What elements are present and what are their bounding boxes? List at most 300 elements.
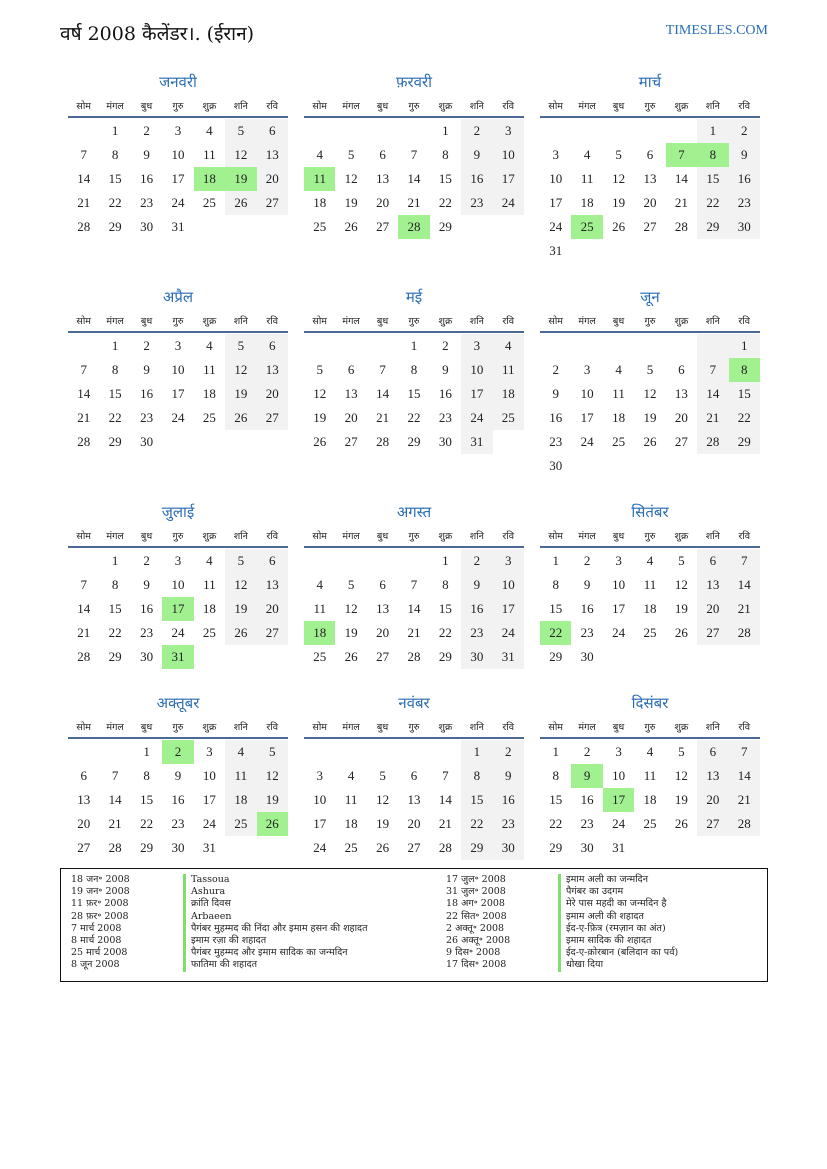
- day-cell[interactable]: 22: [549, 816, 563, 831]
- day-cell[interactable]: 4: [316, 147, 323, 162]
- day-cell[interactable]: 19: [344, 625, 358, 640]
- day-cell[interactable]: 24: [580, 434, 594, 449]
- day-cell[interactable]: 24: [171, 195, 185, 210]
- day-cell[interactable]: 10: [493, 143, 524, 167]
- holiday-day[interactable]: 8: [729, 358, 760, 382]
- day-cell[interactable]: 28: [376, 434, 390, 449]
- day-cell[interactable]: 23: [171, 816, 185, 831]
- day-cell[interactable]: 14: [697, 382, 728, 406]
- day-cell[interactable]: 3: [493, 119, 524, 143]
- day-cell[interactable]: 22: [438, 625, 452, 640]
- day-cell[interactable]: 28: [729, 812, 760, 836]
- day-cell[interactable]: 9: [552, 386, 559, 401]
- day-cell[interactable]: 26: [225, 406, 256, 430]
- day-cell[interactable]: 14: [438, 792, 452, 807]
- day-cell[interactable]: 5: [225, 549, 256, 573]
- day-cell[interactable]: 12: [376, 792, 390, 807]
- day-cell[interactable]: 30: [461, 645, 492, 669]
- day-cell[interactable]: 4: [206, 338, 213, 353]
- day-cell[interactable]: 7: [729, 740, 760, 764]
- day-cell[interactable]: 14: [674, 171, 688, 186]
- day-cell[interactable]: 18: [202, 601, 216, 616]
- day-cell[interactable]: 26: [643, 434, 657, 449]
- day-cell[interactable]: 19: [612, 195, 626, 210]
- day-cell[interactable]: 25: [202, 410, 216, 425]
- day-cell[interactable]: 21: [77, 195, 91, 210]
- day-cell[interactable]: 26: [376, 840, 390, 855]
- day-cell[interactable]: 28: [697, 430, 728, 454]
- day-cell[interactable]: 1: [442, 553, 449, 568]
- day-cell[interactable]: 11: [643, 768, 657, 783]
- day-cell[interactable]: 20: [643, 195, 657, 210]
- day-cell[interactable]: 31: [493, 645, 524, 669]
- day-cell[interactable]: 2: [143, 338, 150, 353]
- day-cell[interactable]: 15: [438, 171, 452, 186]
- day-cell[interactable]: 4: [493, 334, 524, 358]
- day-cell[interactable]: 15: [108, 171, 122, 186]
- day-cell[interactable]: 2: [552, 362, 559, 377]
- day-cell[interactable]: 6: [80, 768, 87, 783]
- day-cell[interactable]: 27: [257, 621, 288, 645]
- day-cell[interactable]: 26: [674, 625, 688, 640]
- day-cell[interactable]: 7: [379, 362, 386, 377]
- day-cell[interactable]: 18: [202, 386, 216, 401]
- day-cell[interactable]: 14: [407, 601, 421, 616]
- day-cell[interactable]: 18: [225, 788, 256, 812]
- day-cell[interactable]: 10: [313, 792, 327, 807]
- day-cell[interactable]: 22: [108, 195, 122, 210]
- day-cell[interactable]: 22: [407, 410, 421, 425]
- day-cell[interactable]: 13: [376, 171, 390, 186]
- day-cell[interactable]: 25: [612, 434, 626, 449]
- day-cell[interactable]: 9: [174, 768, 182, 783]
- holiday-day[interactable]: 31: [162, 645, 193, 669]
- day-cell[interactable]: 19: [344, 195, 358, 210]
- day-cell[interactable]: 10: [461, 358, 492, 382]
- day-cell[interactable]: 4: [646, 553, 654, 568]
- day-cell[interactable]: 13: [407, 792, 421, 807]
- day-cell[interactable]: 8: [442, 147, 449, 162]
- day-cell[interactable]: 26: [313, 434, 327, 449]
- day-cell[interactable]: 6: [257, 119, 288, 143]
- day-cell[interactable]: 1: [552, 744, 559, 759]
- day-cell[interactable]: 10: [580, 386, 594, 401]
- day-cell[interactable]: 29: [438, 219, 452, 234]
- day-cell[interactable]: 3: [552, 147, 559, 162]
- day-cell[interactable]: 10: [202, 768, 216, 783]
- day-cell[interactable]: 22: [461, 812, 492, 836]
- day-cell[interactable]: 23: [580, 816, 594, 831]
- day-cell[interactable]: 25: [344, 840, 358, 855]
- day-cell[interactable]: 23: [461, 191, 492, 215]
- day-cell[interactable]: 18: [344, 816, 358, 831]
- day-cell[interactable]: 24: [202, 816, 216, 831]
- day-cell[interactable]: 13: [674, 386, 688, 401]
- day-cell[interactable]: 19: [674, 601, 688, 616]
- day-cell[interactable]: 20: [344, 410, 358, 425]
- day-cell[interactable]: 19: [643, 410, 657, 425]
- day-cell[interactable]: 14: [729, 573, 760, 597]
- day-cell[interactable]: 13: [257, 573, 288, 597]
- day-cell[interactable]: 2: [461, 119, 492, 143]
- day-cell[interactable]: 15: [461, 788, 492, 812]
- day-cell[interactable]: 1: [111, 338, 119, 353]
- day-cell[interactable]: 20: [257, 167, 288, 191]
- day-cell[interactable]: 15: [697, 167, 728, 191]
- day-cell[interactable]: 5: [646, 362, 654, 377]
- day-cell[interactable]: 30: [140, 434, 154, 449]
- day-cell[interactable]: 17: [549, 195, 563, 210]
- day-cell[interactable]: 22: [697, 191, 728, 215]
- day-cell[interactable]: 7: [729, 549, 760, 573]
- day-cell[interactable]: 21: [407, 195, 421, 210]
- day-cell[interactable]: 16: [461, 167, 492, 191]
- day-cell[interactable]: 12: [225, 143, 256, 167]
- day-cell[interactable]: 29: [549, 840, 563, 855]
- day-cell[interactable]: 1: [461, 740, 492, 764]
- day-cell[interactable]: 23: [438, 410, 452, 425]
- day-cell[interactable]: 16: [580, 601, 594, 616]
- day-cell[interactable]: 19: [674, 792, 688, 807]
- day-cell[interactable]: 12: [612, 171, 626, 186]
- day-cell[interactable]: 28: [674, 219, 688, 234]
- day-cell[interactable]: 24: [493, 621, 524, 645]
- day-cell[interactable]: 17: [612, 601, 626, 616]
- day-cell[interactable]: 12: [225, 573, 256, 597]
- day-cell[interactable]: 29: [108, 434, 122, 449]
- day-cell[interactable]: 18: [493, 382, 524, 406]
- day-cell[interactable]: 11: [344, 792, 358, 807]
- day-cell[interactable]: 24: [493, 191, 524, 215]
- day-cell[interactable]: 1: [111, 123, 119, 138]
- day-cell[interactable]: 16: [493, 788, 524, 812]
- holiday-day[interactable]: 8: [697, 143, 728, 167]
- holiday-day[interactable]: 25: [571, 215, 602, 239]
- day-cell[interactable]: 3: [583, 362, 591, 377]
- day-cell[interactable]: 14: [729, 764, 760, 788]
- day-cell[interactable]: 20: [376, 195, 390, 210]
- day-cell[interactable]: 16: [140, 601, 154, 616]
- day-cell[interactable]: 9: [461, 573, 492, 597]
- day-cell[interactable]: 20: [257, 382, 288, 406]
- day-cell[interactable]: 28: [108, 840, 122, 855]
- day-cell[interactable]: 16: [438, 386, 452, 401]
- day-cell[interactable]: 4: [206, 553, 213, 568]
- day-cell[interactable]: 29: [461, 836, 492, 860]
- day-cell[interactable]: 3: [316, 768, 323, 783]
- day-cell[interactable]: 5: [678, 744, 685, 759]
- day-cell[interactable]: 9: [583, 577, 591, 592]
- day-cell[interactable]: 8: [552, 577, 559, 592]
- day-cell[interactable]: 29: [729, 430, 760, 454]
- day-cell[interactable]: 28: [77, 219, 91, 234]
- day-cell[interactable]: 4: [347, 768, 355, 783]
- day-cell[interactable]: 27: [674, 434, 688, 449]
- day-cell[interactable]: 22: [438, 195, 452, 210]
- day-cell[interactable]: 11: [612, 386, 625, 401]
- day-cell[interactable]: 20: [697, 788, 728, 812]
- holiday-day[interactable]: 9: [571, 764, 602, 788]
- day-cell[interactable]: 3: [615, 553, 622, 568]
- day-cell[interactable]: 5: [316, 362, 323, 377]
- day-cell[interactable]: 7: [442, 768, 449, 783]
- day-cell[interactable]: 25: [202, 195, 216, 210]
- day-cell[interactable]: 29: [438, 649, 452, 664]
- day-cell[interactable]: 25: [493, 406, 524, 430]
- day-cell[interactable]: 16: [549, 410, 563, 425]
- day-cell[interactable]: 4: [316, 577, 323, 592]
- day-cell[interactable]: 13: [257, 358, 288, 382]
- day-cell[interactable]: 17: [171, 171, 185, 186]
- day-cell[interactable]: 20: [674, 410, 688, 425]
- day-cell[interactable]: 12: [225, 358, 256, 382]
- day-cell[interactable]: 9: [442, 362, 449, 377]
- day-cell[interactable]: 25: [313, 219, 327, 234]
- day-cell[interactable]: 4: [583, 147, 591, 162]
- day-cell[interactable]: 12: [674, 577, 688, 592]
- day-cell[interactable]: 12: [643, 386, 657, 401]
- day-cell[interactable]: 24: [171, 410, 185, 425]
- day-cell[interactable]: 26: [674, 816, 688, 831]
- day-cell[interactable]: 14: [77, 386, 91, 401]
- day-cell[interactable]: 1: [410, 338, 418, 353]
- day-cell[interactable]: 16: [171, 792, 185, 807]
- day-cell[interactable]: 30: [729, 215, 760, 239]
- day-cell[interactable]: 12: [313, 386, 327, 401]
- day-cell[interactable]: 30: [438, 434, 452, 449]
- day-cell[interactable]: 29: [140, 840, 154, 855]
- day-cell[interactable]: 25: [313, 649, 327, 664]
- day-cell[interactable]: 10: [549, 171, 563, 186]
- day-cell[interactable]: 7: [697, 358, 728, 382]
- day-cell[interactable]: 8: [410, 362, 418, 377]
- day-cell[interactable]: 13: [257, 143, 288, 167]
- day-cell[interactable]: 29: [549, 649, 563, 664]
- day-cell[interactable]: 5: [379, 768, 386, 783]
- day-cell[interactable]: 1: [697, 119, 728, 143]
- day-cell[interactable]: 19: [313, 410, 327, 425]
- day-cell[interactable]: 26: [344, 649, 358, 664]
- day-cell[interactable]: 1: [442, 123, 449, 138]
- day-cell[interactable]: 18: [643, 792, 657, 807]
- day-cell[interactable]: 2: [143, 123, 150, 138]
- day-cell[interactable]: 24: [461, 406, 492, 430]
- day-cell[interactable]: 31: [171, 219, 185, 234]
- day-cell[interactable]: 17: [461, 382, 492, 406]
- day-cell[interactable]: 13: [77, 792, 91, 807]
- day-cell[interactable]: 24: [612, 625, 626, 640]
- day-cell[interactable]: 5: [257, 740, 288, 764]
- day-cell[interactable]: 2: [729, 119, 760, 143]
- day-cell[interactable]: 7: [410, 577, 418, 592]
- day-cell[interactable]: 19: [225, 597, 256, 621]
- day-cell[interactable]: 1: [729, 334, 760, 358]
- day-cell[interactable]: 13: [697, 573, 728, 597]
- day-cell[interactable]: 23: [140, 410, 154, 425]
- day-cell[interactable]: 23: [729, 191, 760, 215]
- day-cell[interactable]: 16: [461, 597, 492, 621]
- day-cell[interactable]: 2: [143, 553, 150, 568]
- holiday-day[interactable]: 17: [603, 788, 634, 812]
- day-cell[interactable]: 7: [80, 147, 87, 162]
- day-cell[interactable]: 3: [615, 744, 622, 759]
- day-cell[interactable]: 11: [493, 358, 524, 382]
- day-cell[interactable]: 2: [461, 549, 492, 573]
- day-cell[interactable]: 20: [376, 625, 390, 640]
- day-cell[interactable]: 13: [697, 764, 728, 788]
- day-cell[interactable]: 2: [583, 744, 591, 759]
- day-cell[interactable]: 15: [549, 601, 563, 616]
- day-cell[interactable]: 12: [674, 768, 688, 783]
- holiday-day[interactable]: 7: [666, 143, 697, 167]
- day-cell[interactable]: 7: [111, 768, 119, 783]
- day-cell[interactable]: 9: [143, 362, 150, 377]
- day-cell[interactable]: 17: [580, 410, 594, 425]
- day-cell[interactable]: 13: [344, 386, 358, 401]
- day-cell[interactable]: 3: [206, 744, 213, 759]
- day-cell[interactable]: 25: [225, 812, 256, 836]
- day-cell[interactable]: 22: [140, 816, 154, 831]
- day-cell[interactable]: 10: [612, 768, 626, 783]
- day-cell[interactable]: 19: [225, 382, 256, 406]
- holiday-day[interactable]: 28: [398, 215, 429, 239]
- day-cell[interactable]: 23: [140, 625, 154, 640]
- day-cell[interactable]: 4: [646, 744, 654, 759]
- day-cell[interactable]: 27: [77, 840, 91, 855]
- day-cell[interactable]: 31: [202, 840, 216, 855]
- day-cell[interactable]: 25: [643, 625, 657, 640]
- day-cell[interactable]: 29: [407, 434, 421, 449]
- day-cell[interactable]: 3: [461, 334, 492, 358]
- day-cell[interactable]: 26: [225, 191, 256, 215]
- day-cell[interactable]: 13: [376, 601, 390, 616]
- day-cell[interactable]: 21: [77, 410, 91, 425]
- day-cell[interactable]: 11: [203, 577, 216, 592]
- day-cell[interactable]: 12: [257, 764, 288, 788]
- day-cell[interactable]: 5: [225, 119, 256, 143]
- holiday-day[interactable]: 2: [162, 740, 193, 764]
- day-cell[interactable]: 11: [313, 601, 326, 616]
- day-cell[interactable]: 3: [174, 338, 182, 353]
- day-cell[interactable]: 27: [643, 219, 657, 234]
- day-cell[interactable]: 24: [171, 625, 185, 640]
- day-cell[interactable]: 29: [697, 215, 728, 239]
- day-cell[interactable]: 30: [549, 458, 563, 473]
- day-cell[interactable]: 20: [257, 597, 288, 621]
- day-cell[interactable]: 21: [407, 625, 421, 640]
- day-cell[interactable]: 16: [729, 167, 760, 191]
- day-cell[interactable]: 21: [729, 597, 760, 621]
- day-cell[interactable]: 9: [493, 764, 524, 788]
- day-cell[interactable]: 28: [729, 621, 760, 645]
- holiday-day[interactable]: 19: [225, 167, 256, 191]
- day-cell[interactable]: 1: [143, 744, 150, 759]
- day-cell[interactable]: 21: [697, 406, 728, 430]
- day-cell[interactable]: 3: [493, 549, 524, 573]
- day-cell[interactable]: 7: [80, 577, 87, 592]
- day-cell[interactable]: 26: [225, 621, 256, 645]
- day-cell[interactable]: 15: [108, 386, 122, 401]
- day-cell[interactable]: 20: [77, 816, 91, 831]
- day-cell[interactable]: 6: [257, 334, 288, 358]
- day-cell[interactable]: 17: [493, 167, 524, 191]
- day-cell[interactable]: 8: [111, 577, 119, 592]
- day-cell[interactable]: 4: [206, 123, 213, 138]
- day-cell[interactable]: 18: [580, 195, 594, 210]
- day-cell[interactable]: 6: [410, 768, 418, 783]
- day-cell[interactable]: 21: [729, 788, 760, 812]
- day-cell[interactable]: 27: [257, 406, 288, 430]
- day-cell[interactable]: 15: [407, 386, 421, 401]
- day-cell[interactable]: 8: [461, 764, 492, 788]
- day-cell[interactable]: 22: [729, 406, 760, 430]
- day-cell[interactable]: 18: [612, 410, 626, 425]
- day-cell[interactable]: 27: [376, 649, 390, 664]
- day-cell[interactable]: 11: [225, 764, 256, 788]
- day-cell[interactable]: 17: [171, 386, 185, 401]
- day-cell[interactable]: 10: [612, 577, 626, 592]
- day-cell[interactable]: 19: [376, 816, 390, 831]
- day-cell[interactable]: 22: [108, 410, 122, 425]
- day-cell[interactable]: 5: [347, 577, 355, 592]
- day-cell[interactable]: 27: [407, 840, 421, 855]
- day-cell[interactable]: 6: [347, 362, 355, 377]
- day-cell[interactable]: 17: [202, 792, 216, 807]
- day-cell[interactable]: 31: [461, 430, 492, 454]
- day-cell[interactable]: 31: [612, 840, 626, 855]
- day-cell[interactable]: 27: [376, 219, 390, 234]
- day-cell[interactable]: 9: [143, 577, 150, 592]
- day-cell[interactable]: 11: [203, 362, 216, 377]
- day-cell[interactable]: 30: [140, 649, 154, 664]
- day-cell[interactable]: 5: [347, 147, 355, 162]
- day-cell[interactable]: 8: [111, 362, 119, 377]
- day-cell[interactable]: 11: [643, 577, 657, 592]
- day-cell[interactable]: 30: [493, 836, 524, 860]
- day-cell[interactable]: 4: [615, 362, 622, 377]
- day-cell[interactable]: 16: [140, 386, 154, 401]
- day-cell[interactable]: 19: [257, 788, 288, 812]
- day-cell[interactable]: 10: [171, 577, 185, 592]
- day-cell[interactable]: 4: [225, 740, 256, 764]
- day-cell[interactable]: 21: [108, 816, 122, 831]
- day-cell[interactable]: 6: [379, 147, 386, 162]
- day-cell[interactable]: 6: [379, 577, 386, 592]
- day-cell[interactable]: 23: [140, 195, 154, 210]
- day-cell[interactable]: 6: [678, 362, 685, 377]
- day-cell[interactable]: 20: [697, 597, 728, 621]
- day-cell[interactable]: 27: [257, 191, 288, 215]
- day-cell[interactable]: 8: [111, 147, 119, 162]
- day-cell[interactable]: 3: [174, 553, 182, 568]
- holiday-day[interactable]: 18: [194, 167, 225, 191]
- day-cell[interactable]: 14: [407, 171, 421, 186]
- day-cell[interactable]: 18: [313, 195, 327, 210]
- day-cell[interactable]: 5: [225, 334, 256, 358]
- day-cell[interactable]: 5: [678, 553, 685, 568]
- day-cell[interactable]: 15: [438, 601, 452, 616]
- day-cell[interactable]: 30: [171, 840, 185, 855]
- holiday-day[interactable]: 18: [304, 621, 335, 645]
- day-cell[interactable]: 15: [729, 382, 760, 406]
- day-cell[interactable]: 17: [493, 597, 524, 621]
- day-cell[interactable]: 1: [552, 553, 559, 568]
- day-cell[interactable]: 10: [171, 147, 185, 162]
- day-cell[interactable]: 27: [344, 434, 358, 449]
- holiday-day[interactable]: 11: [304, 167, 335, 191]
- day-cell[interactable]: 14: [376, 386, 390, 401]
- day-cell[interactable]: 14: [108, 792, 122, 807]
